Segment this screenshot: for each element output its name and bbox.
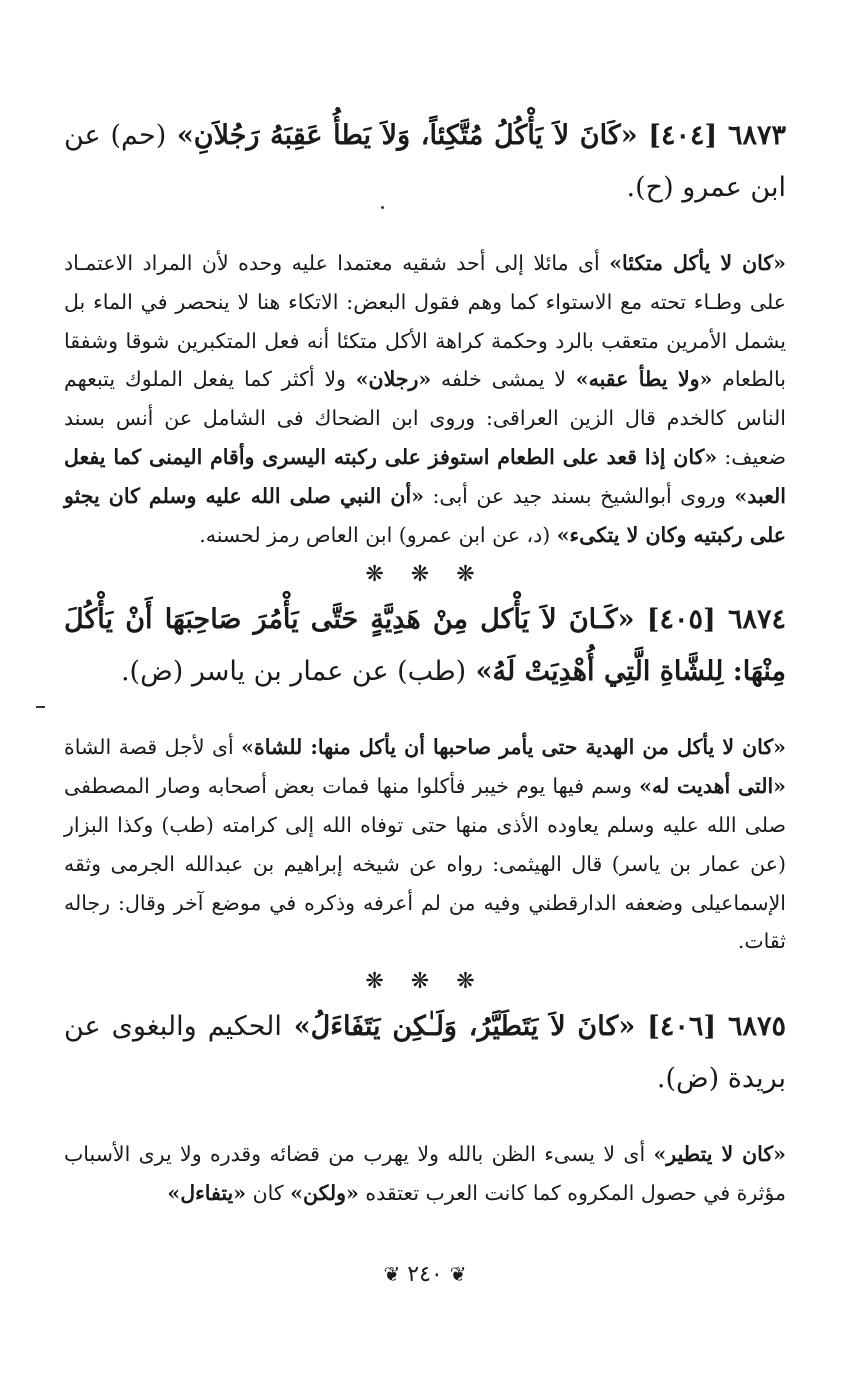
scan-mark (36, 706, 45, 708)
hadith-6875 (64, 1001, 786, 1105)
commentary-segment: «التى أهديت له» (639, 774, 786, 799)
page-number-value: ٢٤٠ (407, 1262, 443, 1287)
commentary-segment: «كان لا يتطير» (653, 1142, 786, 1167)
page-body (64, 110, 786, 1213)
hadith-reference: الحكيم والبغوى عن بريدة (ض). (64, 1011, 786, 1095)
commentary-segment: وروى أبوالشيخ بسند جيد عن أبى: (424, 483, 735, 508)
commentary-6873 (64, 244, 786, 554)
hadith-text: «كانَ لاَ يَتَطَيَّرُ، وَلَـٰكِن يَتَفَاءَلُ» (293, 1011, 636, 1043)
hadith-6873 (64, 110, 786, 214)
commentary-6875 (64, 1135, 786, 1213)
commentary-segment: أى لأجل قصة الشاة (64, 735, 242, 760)
hadith-reference: (حم) عن ابن عمرو (ح). (64, 120, 786, 203)
hadith-sub-number: [٤٠٥] (646, 604, 716, 636)
commentary-segment: «كان لا يأكل من الهدية حتى يأمر صاحبها أن يأكل منها: للشاة» (241, 735, 786, 760)
section-separator: ❋ ❋ ❋ (365, 562, 485, 588)
hadith-number: ٦٨٧٣ (727, 120, 786, 151)
commentary-segment: «أن النبي صلى الله عليه وسلم كان يجثو على ركبتيه وكان لا يتكىء» (64, 483, 786, 547)
commentary-segment: «يتفاءل» (167, 1180, 247, 1205)
hadith-sub-number: [٤٠٦] (647, 1011, 717, 1043)
section-separator: ❋ ❋ ❋ (365, 969, 485, 995)
scan-speck (381, 206, 384, 209)
commentary-segment: لا يمشى خلفه (431, 367, 576, 392)
page-number (0, 1262, 850, 1287)
commentary-6874 (64, 728, 786, 961)
commentary-segment: «كان إذا قعد على الطعام استوفز على ركبته اليسرى وأقام اليمنى كما يفعل العبد» (64, 444, 786, 508)
hadith-reference: (طب) عن عمار بن ياسر (ض). (120, 656, 467, 688)
commentary-segment: «كان لا يأكل متكئا» (609, 251, 786, 275)
commentary-segment: أى لا يسىء الظن بالله ولا يهرب من قضائه وقدره ولا يرى الأسباب مؤثرة في حصول المكروه كما كانت العرب تعتقده (64, 1142, 786, 1205)
commentary-segment: (د، عن ابن عمرو) ابن العاص رمز لحسنه. (199, 522, 557, 547)
commentary-segment: أى مائلا إلى أحد شقيه معتمدا عليه وحده لأن المراد الاعتمـاد على وطـاء تحته مع الاستواء كما وهم فقول البعض: الاتكاء هنا لا ينحصر في الماء بل يشمل الأمرين متعقب بالرد وحكمة كراهة الأكل متكئا أنه فعل المتكبرين شوقا وشفقا بالطعام (64, 251, 786, 392)
ornament-icon: ❦ (383, 1262, 401, 1286)
hadith-sub-number: [٤٠٤] (648, 120, 718, 151)
commentary-segment: «ولكن» (290, 1180, 359, 1205)
commentary-segment: وسم فيها يوم خيبر فأكلوا منها فمات بعض أصحابه وصار المصطفى صلى الله عليه وسلم يعاوده الأذى منها حتى توفاه الله إلى كرامته (طب) وكذا البزار (عن عمار بن ياسر) قال الهيثمى: رواه عن شيخه إبراهيم بن عبدالله الجرمى وثقه الإسماعيلى وضعفه الدارقطني وفيه من لم أعرفه وذكره في موضع آخر وقال: رجاله ثقات. (64, 774, 786, 954)
hadith-text: «كَانَ لاَ يَأْكُلُ مُتَّكِئاً، وَلاَ يَطأُ عَقِبَهُ رَجُلاَنِ» (176, 120, 638, 151)
commentary-segment: ولا أكثر كما يفعل الملوك يتبعهم الناس كالخدم قال الزين العراقى: وروى ابن الضحاك فى الشامل عن أنس بسند ضعيف: (64, 367, 786, 469)
commentary-segment: «ولا يطأ عقبه» (575, 367, 713, 392)
hadith-number: ٦٨٧٥ (727, 1011, 786, 1043)
commentary-segment: «رجلان» (355, 367, 432, 392)
ornament-icon: ❦ (449, 1262, 467, 1286)
hadith-text: «كَـانَ لاَ يَأْكل مِنْ هَدِيَّةٍ حَتَّى يَأْمُرَ صَاحِبَهَا أَنْ يَأْكُلَ مِنْهَا: لِلشَّاةِ الَّتِي أُهْدِيَتْ لَهُ» (64, 604, 786, 688)
hadith-6874 (64, 594, 786, 698)
commentary-segment: كان (246, 1180, 291, 1205)
hadith-number: ٦٨٧٤ (727, 604, 786, 636)
